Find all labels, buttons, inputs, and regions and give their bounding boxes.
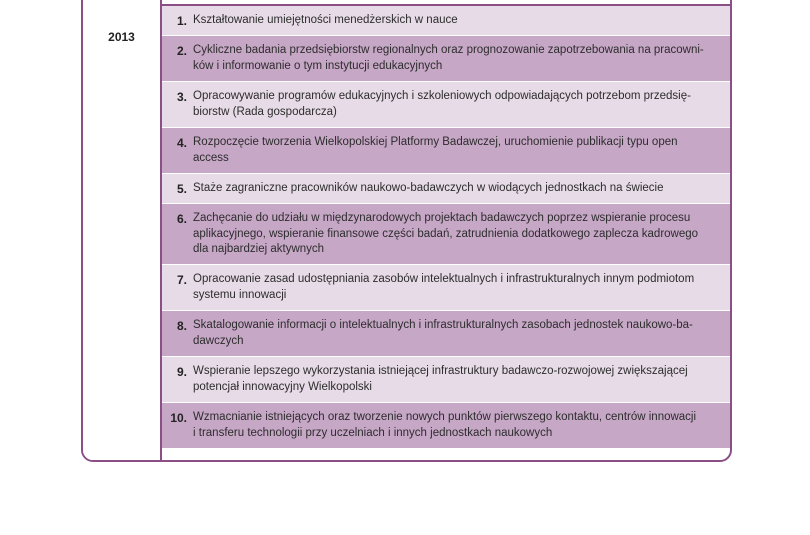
list-item (162, 82, 730, 128)
item-number: 3. (176, 90, 187, 104)
item-number: 4. (176, 136, 187, 150)
item-text-line: Wspieranie lepszego wykorzystania istniejącej infrastruktury badawczo-rozwojowej zwiększającej (193, 365, 688, 377)
list-item (162, 128, 730, 174)
item-number: 8. (176, 319, 187, 333)
item-text-line: access (193, 151, 229, 164)
list-item (162, 403, 730, 449)
item-text (193, 181, 716, 197)
item-text-line: i transferu technologii przy uczelniach i innych jednostkach naukowych (193, 426, 553, 439)
actions-table (81, 0, 732, 462)
list-item (162, 265, 730, 311)
item-text (193, 364, 716, 395)
list-item (162, 204, 730, 265)
item-text-line: ków i informowanie o tym instytucji edukacyjnych (193, 59, 443, 72)
list-item (162, 36, 730, 82)
item-number: 10. (170, 411, 187, 425)
item-text-line: biorstw (Rada gospodarcza) (193, 105, 337, 118)
item-text (193, 318, 716, 349)
year-label: 2013 (108, 30, 135, 44)
year-column (83, 0, 162, 460)
item-text-line: Staże zagraniczne pracowników naukowo-badawczych w wiodących jednostkach na świecie (193, 182, 664, 194)
item-text (193, 135, 716, 166)
item-number: 1. (176, 14, 187, 28)
item-text-line: Skatalogowanie informacji o intelektualnych i infrastrukturalnych zasobach jednostek naukowo-ba- (193, 319, 693, 331)
list-item (162, 174, 730, 204)
item-number: 9. (176, 365, 187, 379)
item-text-line: Wzmacnianie istniejących oraz tworzenie nowych punktów pierwszego kontaktu, centrów innowacji (193, 411, 697, 423)
item-text (193, 272, 716, 303)
item-text-line: dawczych (193, 334, 244, 347)
item-text (193, 410, 716, 441)
list-item (162, 357, 730, 403)
item-text-line: Zachęcanie do udziału w międzynarodowych projektach badawczych poprzez wspieranie procesu (193, 212, 691, 224)
item-text (193, 13, 716, 29)
item-number: 7. (176, 273, 187, 287)
list-item (162, 311, 730, 357)
item-text-line: dla najbardziej aktywnych (193, 243, 325, 255)
item-text-line: aplikacyjnego, wspieranie finansowe części badań, zatrudnienia dodatkowego zaplecza kadrowego (193, 227, 699, 240)
item-text (193, 43, 716, 74)
item-text-line: Opracowanie zasad udostępniania zasobów intelektualnych i infrastrukturalnych innym podmiotom (193, 273, 695, 285)
item-number: 6. (176, 212, 187, 226)
item-number: 2. (176, 44, 187, 58)
item-number: 5. (176, 182, 187, 196)
item-text-line: Rozpoczęcie tworzenia Wielkopolskiej Platformy Badawczej, uruchomienie publikacji typu open (193, 136, 678, 148)
item-text (193, 211, 716, 258)
item-text-line: systemu innowacji (193, 288, 287, 301)
list-item (162, 6, 730, 36)
actions-list (162, 6, 730, 460)
item-text-line: Kształtowanie umiejętności menedżerskich w nauce (193, 14, 458, 26)
item-text-line: Cykliczne badania przedsiębiorstw regionalnych oraz prognozowanie zapotrzebowania na pracowni- (193, 44, 704, 56)
item-text-line: Opracowywanie programów edukacyjnych i szkoleniowych odpowiadających potrzebom przedsię- (193, 90, 691, 102)
item-text-line: potencjał innowacyjny Wielkopolski (193, 380, 372, 393)
item-text (193, 89, 716, 120)
